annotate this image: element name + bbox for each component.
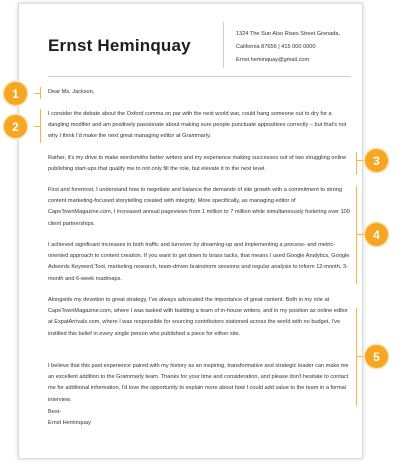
letter-paragraph-4: I achieved significant increases in both traffic and turnover by dreaming-up and implementing a process- and metric-oriented approach to content creation. If you want to get down to brass tacks, that means I used Google Analytics, Google Adwords Keyword Tool, marketing research, team-driven brainstorm sessions and regular analysis to inform 12-month, 3-month and 6-week roadmaps. bbox=[48, 242, 350, 282]
letter-salutation: Dear Ms. Jackson, bbox=[48, 89, 95, 95]
annotation-4-connector bbox=[356, 234, 365, 235]
contact-block bbox=[236, 28, 340, 67]
annotation-badge-3: 3 bbox=[365, 149, 388, 172]
annotation-badge-1: 1 bbox=[4, 82, 27, 105]
annotation-1-connector bbox=[34, 93, 41, 94]
contact-email: Ernst.heminquay@gmail.com bbox=[236, 57, 310, 63]
annotation-5-bracket bbox=[356, 308, 357, 406]
annotation-3-bracket bbox=[356, 152, 357, 175]
letter-paragraph-5: Alongside my devotion to great strategy, I've always advocated the importance of great content. Both in my role at CapeTownMagazine.com, where I was tasked with building a team of in-house writers, and in my position as online editor at ExpatArrivals.com, where I was responsible for sourcing contributors stationed across the world with no budget, I've instilled this belief in every single person who published a piece for either site. bbox=[48, 297, 348, 337]
letter-closing: Best- bbox=[48, 409, 62, 415]
annotation-4-bracket bbox=[356, 186, 357, 284]
annotation-badge-2: 2 bbox=[4, 115, 27, 138]
annotation-badge-4: 4 bbox=[365, 223, 388, 246]
annotation-5-connector bbox=[356, 356, 365, 357]
letter-signature: Ernst Heminquay bbox=[48, 420, 91, 426]
annotation-badge-5: 5 bbox=[365, 345, 388, 368]
contact-city-phone: California 87656 | 415 000 0000 bbox=[236, 44, 316, 50]
applicant-name: Ernst Heminquay bbox=[48, 36, 191, 55]
annotation-3-connector bbox=[356, 160, 365, 161]
contact-address: 1324 The Sun Also Rises Street Grenada, bbox=[236, 31, 341, 37]
letter-paragraph-3: First and foremost, I understand how to negotiate and balance the demands of site growth with a commitment to strong content marketing-focused storytelling created with integrity. More specifically, as managing editor of CapeTownMagazine.com, I increased annual pageviews from 1 million to 7 million while simultaneously fostering over 100 client partnerships. bbox=[48, 187, 350, 227]
header-horizontal-divider bbox=[48, 76, 351, 77]
letter-paragraph-6: I believe that this past experience paired with my history as an inspiring, transformative and strategic leader can make me an excellent addition to the Grammarly team. Thanks for your time and consideration, and please don't hesitate to contact me for additional information. I'd love the opportunity to explain more about how I could add value to the team in a formal interview. bbox=[48, 363, 349, 403]
header-vertical-divider bbox=[223, 22, 224, 68]
annotation-2-connector bbox=[34, 126, 41, 127]
letter-paragraph-2: Rather, it's my drive to make wordsmiths better writers and my experience making successes out of two struggling online publishing start-ups that qualify me to not only fill the role, but elevate it to the next level. bbox=[48, 155, 347, 173]
letter-paragraph-1: I consider the debate about the Oxford comma on par with the next world war, could hang someone out to dry for a dangling modifier and am positively passionate about making sure people punctuate appositives correctly – but that's not why I think I'd make the next great managing editor at Grammarly. bbox=[48, 111, 347, 140]
